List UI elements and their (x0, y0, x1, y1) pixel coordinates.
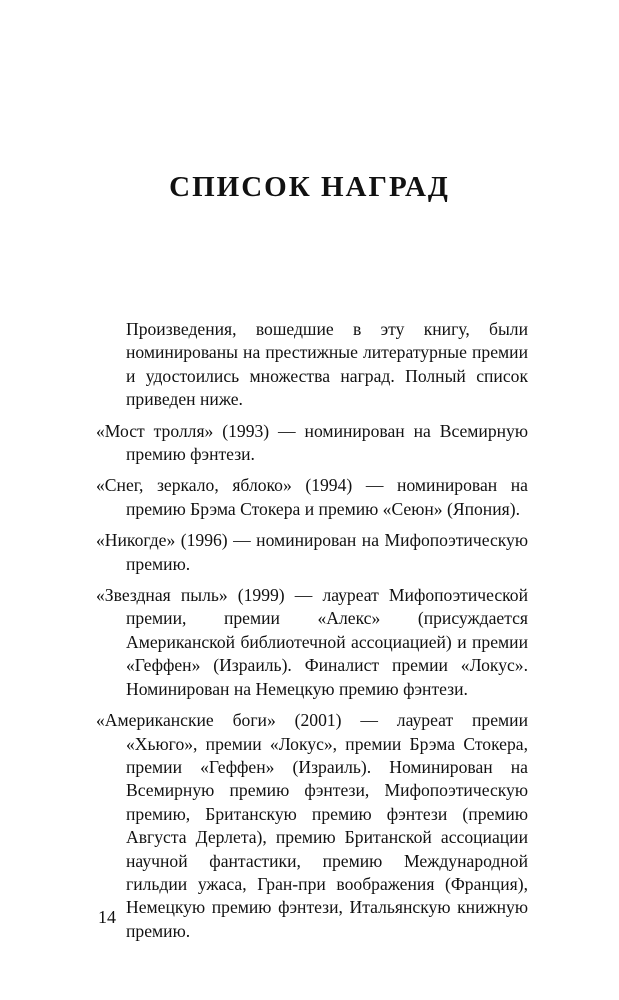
award-entry-troll-bridge: «Мост тролля» (1993) — номинирован на Всемирную премию фэнтези. (96, 420, 528, 465)
intro-paragraph: Произведения, вошедшие в эту книгу, были номинированы на престижные литературные премии и удостоились множества наград. Полный список приведен ниже. (126, 319, 528, 410)
award-entry-snow-glass-apples: «Снег, зеркало, яблоко» (1994) — номинирован на премию Брэма Стокера и премию «Сеюн» (Япония). (96, 475, 528, 519)
award-entry-stardust: «Звездная пыль» (1999) — лауреат Мифопоэтической премии, премии «Алекс» (присуждается Американской библиотечной ассоциацией) и премии «Геффен» (Израиль). Финалист премии «Локус». Номинирован на Немецкую премию фэнтези. (96, 585, 528, 699)
page-content (96, 318, 528, 951)
award-entry-neverwhere: «Никогде» (1996) — номинирован на Мифопоэтическую премию. (96, 530, 528, 574)
page-title: СПИСОК НАГРАД (169, 171, 450, 203)
award-entry-american-gods: «Американские боги» (2001) — лауреат премии «Хьюго», премии «Локус», премии Брэма Стокера, премии «Геффен» (Израиль). Номинирован на Всемирную премию фэнтези, Мифопоэтическую премию, Британскую премию фэнтези (премию Августа Дерлета), премию Британской ассоциации научной фантастики, премию Международной гильдии ужаса, Гран-при воображения (Франция), Немецкую премию фэнтези, Итальянскую книжную премию. (96, 710, 528, 941)
page-number: 14 (98, 907, 116, 927)
